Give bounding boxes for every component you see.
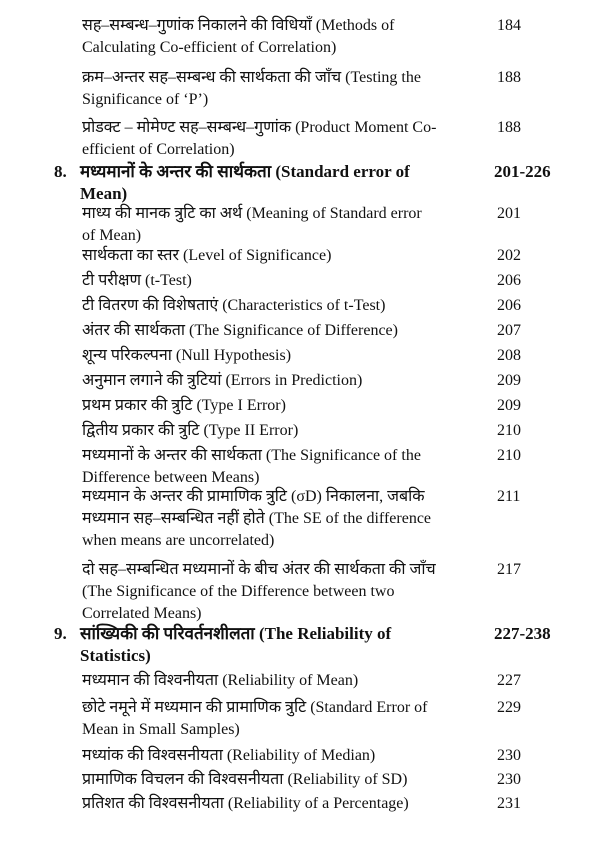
entry-line: सार्थकता का स्तर (Level of Significance) [82,247,332,264]
entry-line: छोटे नमूने में मध्यमान की प्रामाणिक त्रुटि (Standard Error of [82,699,428,716]
entry-line: Mean) [80,184,128,203]
page-number: 210 [497,447,521,464]
entry-line: प्रोडक्ट – मोमेण्ट सह–सम्बन्ध–गुणांक (Product Moment Co- [82,119,437,136]
entry-title [82,203,422,247]
chapter-number: 9. [54,624,67,643]
entry-title [82,697,428,741]
entry-line: Correlated Means) [82,605,202,622]
page-number: 210 [497,422,521,439]
page-number: 207 [497,322,521,339]
entry-line: Significance of ‘P’) [82,91,209,108]
entry-line: Mean in Small Samples) [82,721,240,738]
entry-line: द्वितीय प्रकार की त्रुटि (Type II Error) [82,422,299,439]
entry-title [82,67,421,111]
entry-title [82,559,436,625]
page-number: 227-238 [494,624,551,643]
entry-title [82,486,431,552]
entry-line: Difference between Means) [82,469,260,486]
entry-title [82,745,375,767]
page-number: 201 [497,205,521,222]
entry-line: क्रम–अन्तर सह–सम्बन्ध की सार्थकता की जाँच (Testing the [82,69,421,86]
entry-line: दो सह–सम्बन्धित मध्यमानों के बीच अंतर की सार्थकता की जाँच [82,561,436,578]
entry-line: when means are uncorrelated) [82,532,275,549]
entry-line: Calculating Co-efficient of Correlation) [82,39,337,56]
entry-title [82,345,291,367]
entry-line: प्रतिशत की विश्वसनीयता (Reliability of a Percentage) [82,795,409,812]
page-number: 229 [497,699,521,716]
page-number: 230 [497,747,521,764]
entry-line: मध्यमान के अन्तर की प्रामाणिक त्रुटि (σD) निकालना, जबकि [82,488,425,505]
entry-title [82,245,331,267]
entry-line: माध्य की मानक त्रुटि का अर्थ (Meaning of Standard error [82,205,422,222]
entry-line: efficient of Correlation) [82,141,235,158]
page-number: 231 [497,795,521,812]
page-number: 201-226 [494,162,551,181]
entry-title [82,370,362,392]
entry-line: मध्यमान सह–सम्बन्धित नहीं होते (The SE of the difference [82,510,432,527]
entry-line: अंतर की सार्थकता (The Significance of Difference) [82,322,398,339]
page-number: 230 [497,771,521,788]
chapter-number: 8. [54,162,67,181]
entry-title [82,270,192,292]
page-number: 227 [497,672,521,689]
entry-line: शून्य परिकल्पना (Null Hypothesis) [82,347,292,364]
entry-title [82,670,358,692]
page-number: 206 [497,297,521,314]
page-number: 211 [497,488,521,505]
entry-line: Statistics) [80,646,151,665]
page-number: 206 [497,272,521,289]
entry-title [82,117,436,161]
entry-title [82,793,409,815]
entry-title [82,15,394,59]
entry-line: टी परीक्षण (t-Test) [82,272,192,289]
entry-line: मध्यमानों के अन्तर की सार्थकता (Standard error of [80,162,410,181]
entry-line: सांख्यिकी की परिवर्तनशीलता (The Reliability of [80,624,392,643]
entry-line: अनुमान लगाने की त्रुटियां (Errors in Prediction) [82,372,363,389]
entry-line: of Mean) [82,227,142,244]
entry-title [82,320,398,342]
page-number: 209 [497,397,521,414]
page-number: 202 [497,247,521,264]
entry-line: मध्यमान की विश्वनीयता (Reliability of Mean) [82,672,359,689]
entry-line: टी वितरण की विशेषताएं (Characteristics of t-Test) [82,297,386,314]
entry-line: मध्यांक की विश्वसनीयता (Reliability of Median) [82,747,376,764]
entry-title [82,295,385,317]
entry-title [82,395,286,417]
entry-line: प्रामाणिक विचलन की विश्वसनीयता (Reliability of SD) [82,771,408,788]
page-number: 217 [497,561,521,578]
page-number: 188 [497,69,521,86]
entry-line: प्रथम प्रकार की त्रुटि (Type I Error) [82,397,286,414]
entry-title [82,769,407,791]
entry-line: (The Significance of the Difference between two [82,583,395,600]
entry-line: मध्यमानों के अन्तर की सार्थकता (The Significance of the [82,447,421,464]
page-number: 209 [497,372,521,389]
entry-line: सह–सम्बन्ध–गुणांक निकालने की विधियाँ (Methods of [82,17,395,34]
chapter-title [80,623,391,667]
page-number: 184 [497,17,521,34]
page-number: 208 [497,347,521,364]
chapter-title [80,161,410,205]
entry-title [82,420,298,442]
entry-title [82,445,421,489]
page-number: 188 [497,119,521,136]
